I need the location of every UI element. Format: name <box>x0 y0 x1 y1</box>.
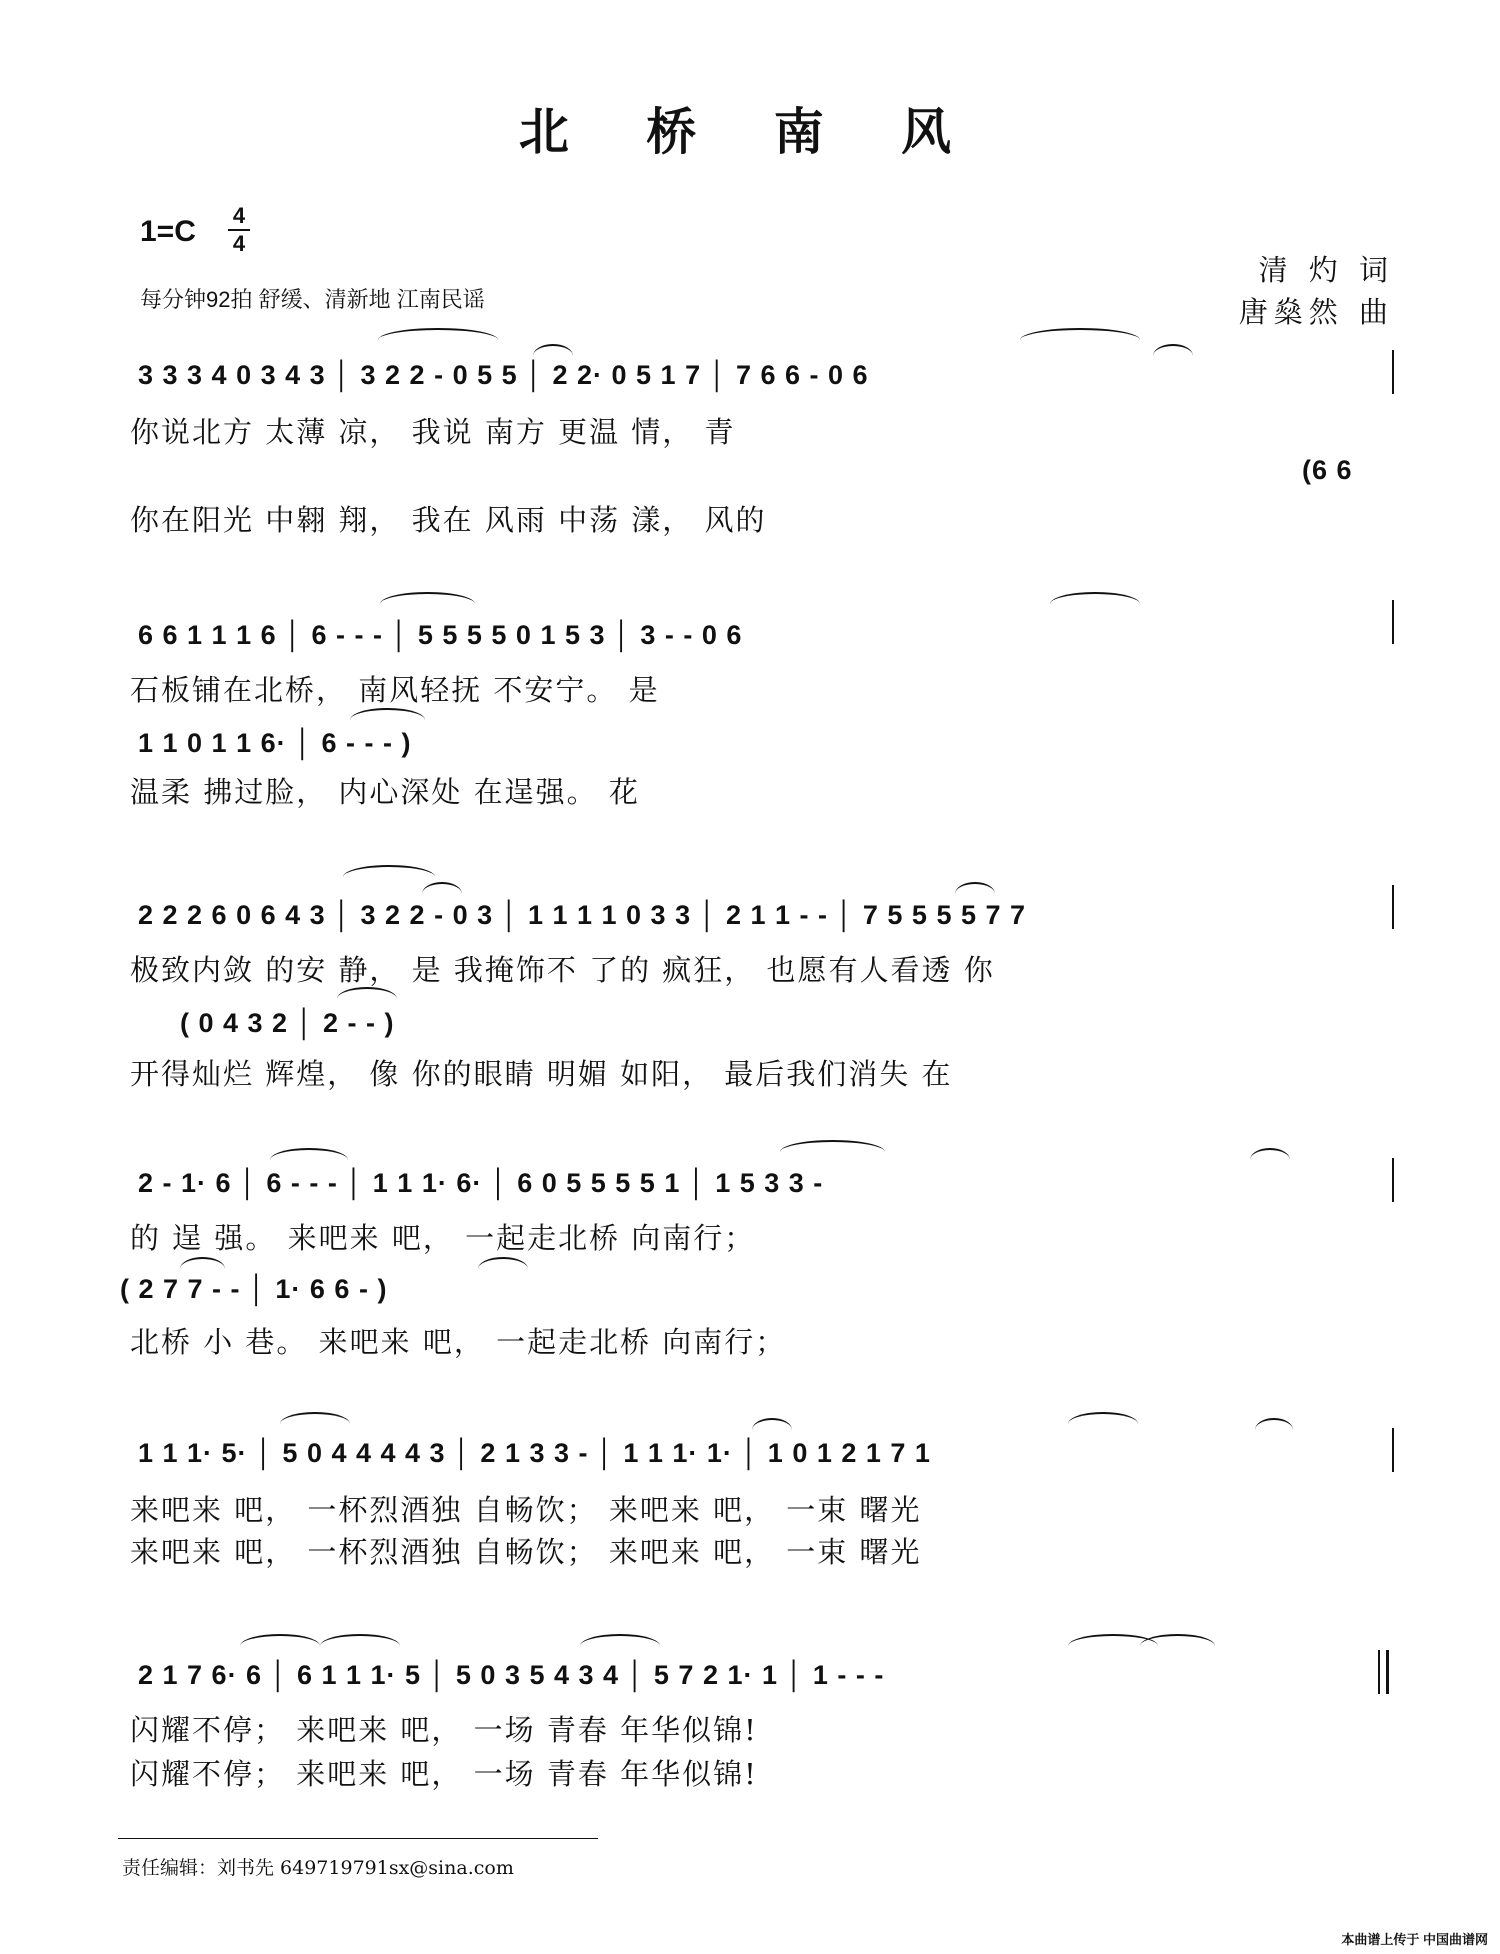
system-2-notes: 6 6 1 1 1 6 │ 6 - - - │ 5 5 5 5 0 1 5 3 │ 3 - - 0 6 <box>138 620 743 650</box>
system-1-notes: 3 3 3 4 0 3 4 3 │ 3 2 2 - 0 5 5 │ 2 2· 0 5 1 7 │ 7 6 6 - 0 6 <box>138 360 869 390</box>
time-signature <box>228 205 250 255</box>
page-title: 北 桥 南 风 <box>518 102 982 161</box>
system-4-notes: 2 - 1· 6 │ 6 - - - │ 1 1 1· 6· │ 6 0 5 5 5 5 1 │ 1 5 3 3 - <box>138 1168 824 1198</box>
key-signature: 1=C <box>140 215 196 248</box>
lyricist-credit: 清 灼 词 <box>1258 253 1394 287</box>
system-1-extra: (6 6 <box>1302 455 1353 485</box>
system-1-lyric-1: 你说北方 太薄 凉， 我说 南方 更温 情， 青 <box>130 415 736 449</box>
system-3-lyric-2: 开得灿烂 辉煌， 像 你的眼睛 明媚 如阳， 最后我们消失 在 <box>130 1057 953 1091</box>
composer-credit: 唐燊然 曲 <box>1238 295 1394 329</box>
time-signature-top: 4 <box>232 203 246 228</box>
system-3-notes: 2 2 2 6 0 6 4 3 │ 3 2 2 - 0 3 │ 1 1 1 1 0 3 3 │ 2 1 1 - - │ 7 5 5 5 5 7 7 <box>138 900 1027 930</box>
system-3-extra: ( 0 4 3 2 │ 2 - - ) <box>180 1008 395 1038</box>
system-2-extra: 1 1 0 1 1 6· │ 6 - - - ) <box>138 728 412 758</box>
system-4-extra: ( 2 7 7 - - │ 1· 6 6 - ) <box>120 1274 388 1304</box>
footer-divider <box>118 1838 598 1839</box>
system-3-lyric-1: 极致内敛 的安 静， 是 我掩饰不 了的 疯狂， 也愿有人看透 你 <box>130 953 995 987</box>
system-5-lyric-2: 来吧来 吧， 一杯烈酒独 自畅饮； 来吧来 吧， 一束 曙光 <box>130 1535 922 1569</box>
system-6-lyric-1: 闪耀不停； 来吧来 吧， 一场 青春 年华似锦! <box>130 1713 758 1747</box>
system-1-lyric-2: 你在阳光 中翱 翔， 我在 风雨 中荡 漾， 风的 <box>130 503 767 537</box>
time-signature-bottom: 4 <box>232 231 246 256</box>
system-6-lyric-2: 闪耀不停； 来吧来 吧， 一场 青春 年华似锦! <box>130 1757 758 1791</box>
system-6-notes: 2 1 7 6· 6 │ 6 1 1 1· 5 │ 5 0 3 5 4 3 4 │ 5 7 2 1· 1 │ 1 - - - <box>138 1660 885 1690</box>
watermark: 本曲谱上传于 中国曲谱网 <box>1341 1932 1488 1947</box>
system-5-lyric-1: 来吧来 吧， 一杯烈酒独 自畅饮； 来吧来 吧， 一束 曙光 <box>130 1493 922 1527</box>
editor-credit: 责任编辑：刘书先 649719791sx@sina.com <box>122 1857 514 1879</box>
system-4-lyric-2: 北桥 小 巷。 来吧来 吧， 一起走北桥 向南行； <box>130 1325 787 1359</box>
system-5-notes: 1 1 1· 5· │ 5 0 4 4 4 4 3 │ 2 1 3 3 - │ 1 1 1· 1· │ 1 0 1 2 1 7 1 <box>138 1438 931 1468</box>
system-2-lyric-2: 温柔 拂过脸， 内心深处 在逞强。 花 <box>130 775 640 809</box>
system-2-lyric-1: 石板铺在北桥， 南风轻抚 不安宁。 是 <box>130 673 660 707</box>
system-4-lyric-1: 的 逞 强。 来吧来 吧， 一起走北桥 向南行； <box>130 1221 756 1255</box>
tempo-marking: 每分钟92拍 舒缓、清新地 江南民谣 <box>140 287 485 312</box>
